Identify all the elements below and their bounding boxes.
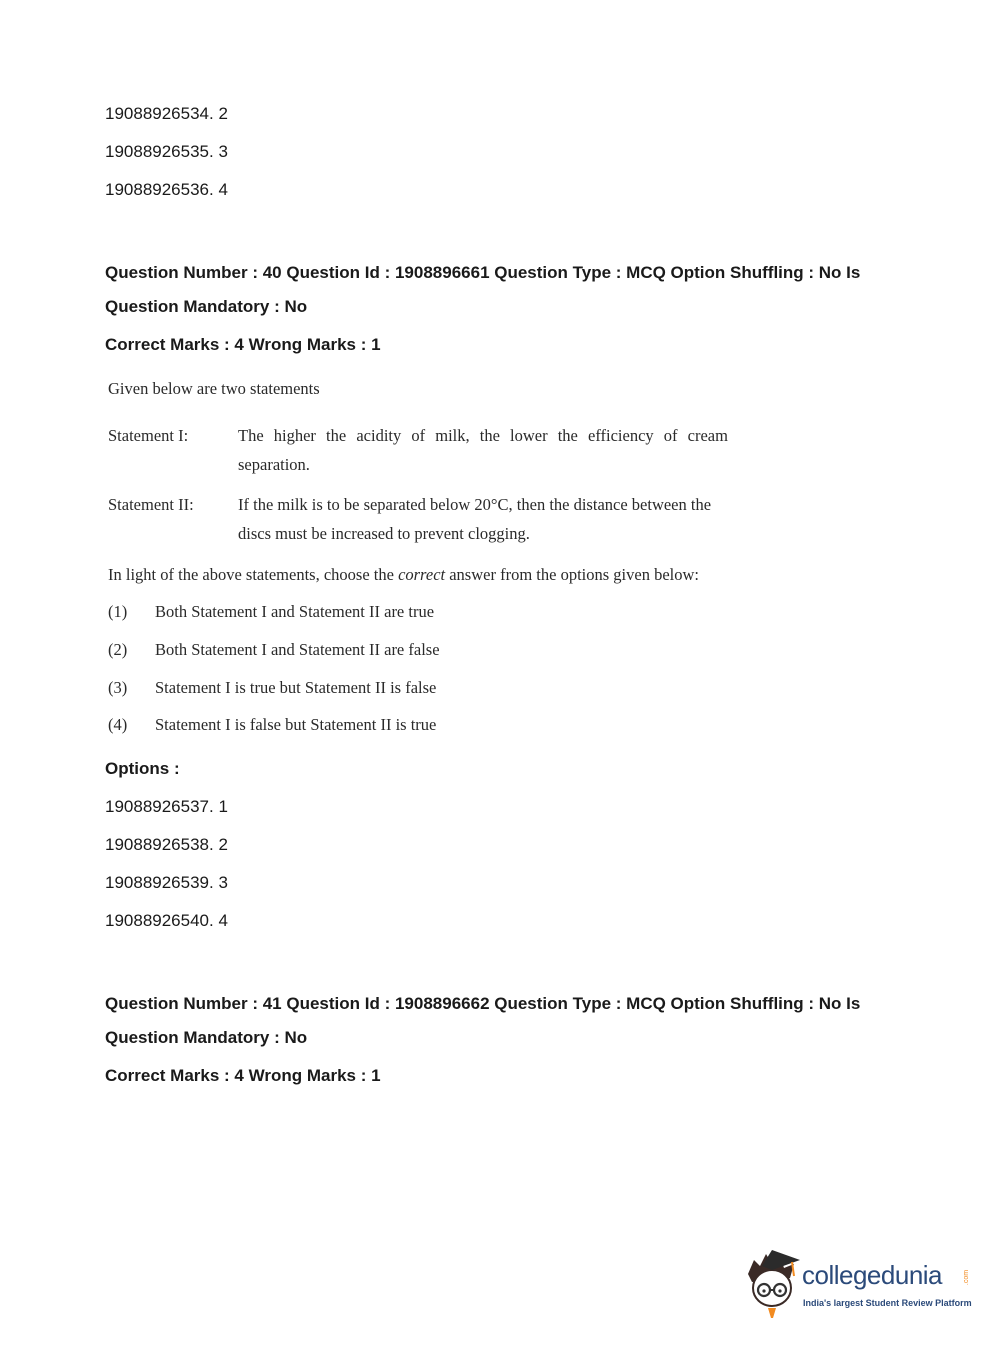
options-label: Options : bbox=[105, 759, 180, 778]
choice-number: (4) bbox=[108, 715, 128, 734]
question-mandatory: Question Mandatory : No bbox=[105, 297, 308, 316]
choice-text: Statement I is true but Statement II is false bbox=[155, 678, 437, 697]
question-header: Question Number : 41 Question Id : 1908896662 Question Type : MCQ Option Shuffling : No Is bbox=[105, 994, 861, 1013]
choice-text: Statement I is false but Statement II is true bbox=[155, 715, 437, 734]
choice-number: (3) bbox=[108, 678, 128, 697]
question-mandatory: Question Mandatory : No bbox=[105, 1028, 308, 1047]
prompt-emphasis: correct bbox=[398, 565, 446, 584]
option-line: 19088926538. 2 bbox=[105, 835, 228, 854]
option-line: 19088926536. 4 bbox=[105, 180, 228, 199]
logo-tagline: India's largest Student Review Platform bbox=[803, 1298, 972, 1308]
question-header: Question Number : 40 Question Id : 1908896661 Question Type : MCQ Option Shuffling : No Is bbox=[105, 263, 861, 282]
choice-number: (1) bbox=[108, 602, 128, 621]
option-line: 19088926540. 4 bbox=[105, 911, 228, 930]
question-marks: Correct Marks : 4 Wrong Marks : 1 bbox=[105, 335, 381, 354]
statement-2-text-cont: discs must be increased to prevent clogging. bbox=[238, 524, 530, 543]
statement-1-text: The higher the acidity of milk, the lower the efficiency of cream bbox=[238, 426, 728, 445]
option-line: 19088926537. 1 bbox=[105, 797, 228, 816]
question-marks: Correct Marks : 4 Wrong Marks : 1 bbox=[105, 1066, 381, 1085]
prompt-text-end: answer from the options given below: bbox=[445, 565, 699, 584]
logo-wordmark: collegedunia bbox=[802, 1260, 943, 1290]
choice-text: Both Statement I and Statement II are false bbox=[155, 640, 440, 659]
choice-number: (2) bbox=[108, 640, 128, 659]
collegedunia-logo[interactable] bbox=[742, 1248, 972, 1318]
statement-1-label: Statement I: bbox=[108, 426, 189, 445]
prompt-text: In light of the above statements, choose the bbox=[108, 565, 399, 584]
logo-suffix: .com bbox=[963, 1269, 971, 1286]
choice-text: Both Statement I and Statement II are true bbox=[155, 602, 435, 621]
option-line: 19088926535. 3 bbox=[105, 142, 228, 161]
question-intro: Given below are two statements bbox=[108, 379, 320, 398]
mascot-icon bbox=[742, 1248, 802, 1320]
option-line: 19088926539. 3 bbox=[105, 873, 228, 892]
statement-2-label: Statement II: bbox=[108, 495, 194, 514]
option-line: 19088926534. 2 bbox=[105, 104, 228, 123]
question-prompt bbox=[108, 565, 699, 585]
statement-2-text: If the milk is to be separated below 20°C, then the distance between the bbox=[238, 495, 712, 514]
statement-1-text-cont: separation. bbox=[238, 455, 310, 474]
